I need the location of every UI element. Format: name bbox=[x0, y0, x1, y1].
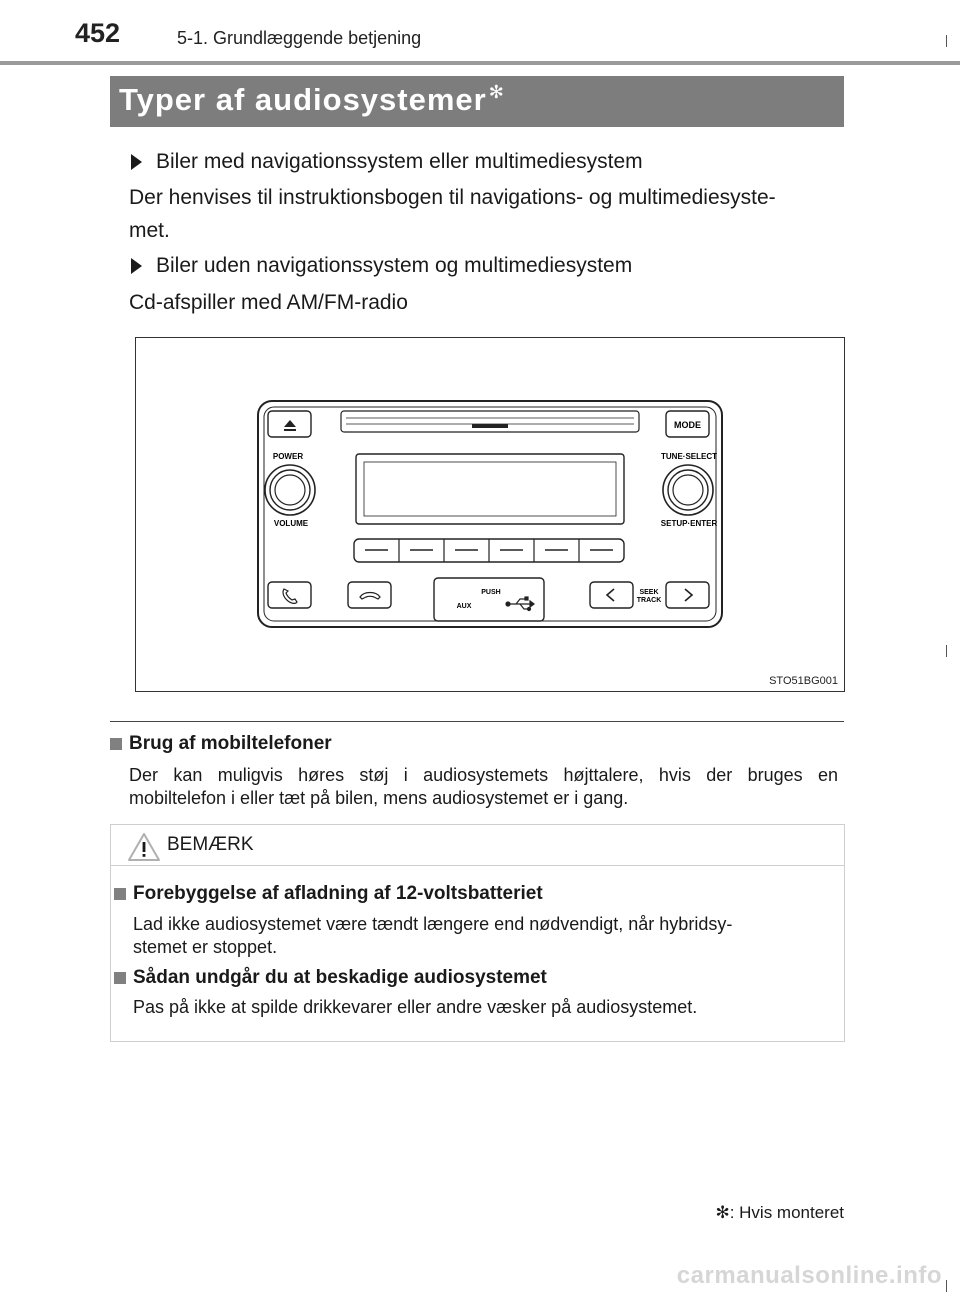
square-bullet-icon bbox=[110, 738, 122, 750]
option-body-no-nav: Cd-afspiller med AM/FM-radio bbox=[129, 291, 408, 314]
notice-separator bbox=[111, 865, 844, 866]
svg-text:VOLUME: VOLUME bbox=[273, 519, 309, 528]
section-title: Typer af audiosystemer ✻ bbox=[119, 82, 505, 117]
notice-heading-battery: Forebyggelse af afladning af 12-voltsbatteriet bbox=[114, 883, 543, 905]
svg-text:AUX: AUX bbox=[456, 603, 472, 610]
mobile-heading: Brug af mobiltelefoner bbox=[110, 733, 332, 755]
svg-text:TRACK: TRACK bbox=[636, 597, 662, 604]
option-heading-no-nav: Biler uden navigationssystem og multimediesystem bbox=[131, 254, 632, 278]
warning-triangle-icon bbox=[127, 832, 161, 862]
svg-text:TUNE·SELECT: TUNE·SELECT bbox=[661, 452, 717, 461]
phone-hangup-button bbox=[348, 582, 391, 608]
figure-code: STO51BG001 bbox=[769, 675, 838, 687]
audio-unit-illustration bbox=[136, 338, 844, 691]
mobile-body: Der kan muligvis høres støj i audiosystemets højttalere, hvis der bruges en mobiltelefon i eller tæt på bilen, mens audiosystemet er i gang. bbox=[129, 765, 838, 808]
square-bullet-icon bbox=[114, 888, 126, 900]
notice-body-battery: Lad ikke audiosystemet være tændt længere end nødvendigt, når hybridsy- stemet er stoppet. bbox=[133, 914, 733, 957]
header-rule bbox=[0, 61, 960, 65]
footnote-star-icon: ✻ bbox=[715, 1203, 730, 1222]
notice-heading-damage: Sådan undgår du at beskadige audiosystemet bbox=[114, 967, 547, 989]
section-rule bbox=[110, 721, 844, 722]
section-path: 5-1. Grundlæggende betjening bbox=[177, 28, 422, 48]
crop-mark bbox=[946, 1280, 947, 1292]
phone-pickup-button bbox=[268, 582, 311, 608]
svg-text:MODE: MODE bbox=[674, 420, 701, 430]
seek-back-button bbox=[590, 582, 633, 608]
section-title-bar bbox=[110, 76, 844, 127]
notice-label: BEMÆRK bbox=[167, 834, 254, 855]
audio-unit-figure bbox=[135, 337, 845, 692]
footnote: ✻: Hvis monteret bbox=[715, 1203, 844, 1222]
notice-box bbox=[110, 824, 845, 1042]
svg-text:PUSH: PUSH bbox=[481, 589, 501, 596]
seek-forward-button bbox=[666, 582, 709, 608]
svg-text:SETUP·ENTER: SETUP·ENTER bbox=[660, 519, 718, 528]
square-bullet-icon bbox=[114, 972, 126, 984]
svg-text:SEEK: SEEK bbox=[639, 589, 659, 596]
option-body-nav: Der henvises til instruktionsbogen til navigations- og multimediesyste- met. bbox=[129, 186, 776, 242]
preset-buttons bbox=[354, 539, 624, 562]
notice-body-damage: Pas på ikke at spilde drikkevarer eller andre væsker på audiosystemet. bbox=[133, 997, 698, 1017]
cd-slot bbox=[341, 411, 639, 432]
footnote-star-icon: ✻ bbox=[488, 82, 505, 102]
page-number: 452 bbox=[75, 18, 121, 48]
triangle-bullet-icon bbox=[131, 258, 142, 274]
option-heading-nav: Biler med navigationssystem eller multimediesystem bbox=[131, 150, 643, 174]
svg-text:POWER: POWER bbox=[272, 452, 304, 461]
crop-mark bbox=[946, 645, 947, 657]
watermark: carmanualsonline.info bbox=[676, 1262, 942, 1289]
triangle-bullet-icon bbox=[131, 154, 142, 170]
crop-mark bbox=[946, 35, 947, 47]
